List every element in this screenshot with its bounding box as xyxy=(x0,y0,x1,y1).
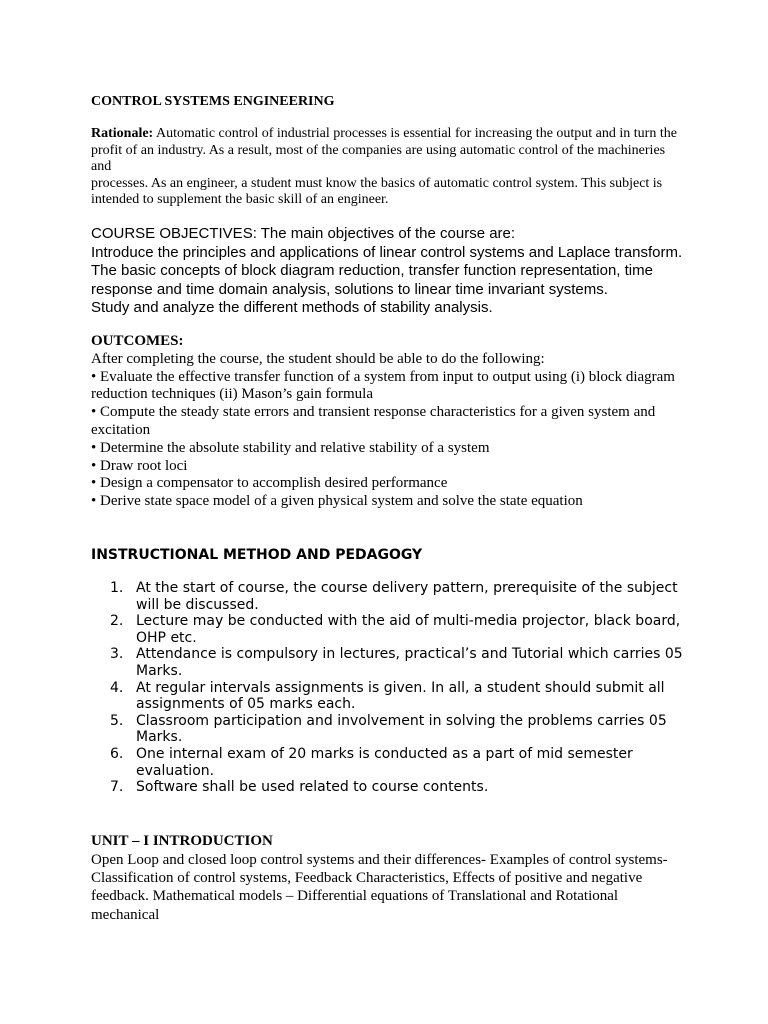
rationale-text-continued: processes. As an engineer, a student must know the basics of automatic control system. This subject is intended to supplement the basic skill of an engineer. xyxy=(91,175,663,207)
list-number: 1. xyxy=(110,580,124,596)
unit-1-body: Open Loop and closed loop control systems and their differences- Examples of control systems- Classification of control systems, Feedback Characteristics, Effects of positive and negative feedback. Mathematical models – Differential equations of Translational and Rotational mechanical xyxy=(91,852,668,923)
method-heading: INSTRUCTIONAL METHOD AND PEDAGOGY xyxy=(91,547,423,563)
list-item-text: Lecture may be conducted with the aid of multi-media projector, black board, OHP etc. xyxy=(136,613,681,646)
outcome-item: • Derive state space model of a given physical system and solve the state equation xyxy=(91,493,583,510)
list-number: 4. xyxy=(110,679,124,696)
list-item-text: Software shall be used related to course contents. xyxy=(136,779,489,796)
list-item xyxy=(91,680,691,713)
list-item-text: At the start of course, the course delivery pattern, prerequisite of the subject will be discussed. xyxy=(136,580,678,613)
list-number: 5. xyxy=(110,712,124,729)
list-item-text: Classroom participation and involvement in solving the problems carries 05 Marks. xyxy=(136,712,667,746)
list-item-text: At regular intervals assignments is given. In all, a student should submit all assignments of 05 marks each. xyxy=(136,679,665,713)
rationale-label: Rationale: xyxy=(91,126,154,141)
objective-item: Introduce the principles and applications of linear control systems and Laplace transform. xyxy=(91,243,683,261)
rationale-text: Automatic control of industrial processes is essential for increasing the output and in turn the profit of an industry. As a result, most of the companies are using automatic control of the machineries and xyxy=(91,126,677,174)
list-item xyxy=(91,646,691,679)
outcome-item: • Draw root loci xyxy=(91,457,188,474)
document-title: CONTROL SYSTEMS ENGINEERING xyxy=(91,94,335,109)
list-item xyxy=(91,613,691,646)
unit-1-heading: UNIT – I INTRODUCTION xyxy=(91,833,273,849)
outcome-item: • Compute the steady state errors and transient response characteristics for a given system and excitation xyxy=(91,404,656,438)
rationale-paragraph xyxy=(91,126,681,209)
outcome-item: • Determine the absolute stability and relative stability of a system xyxy=(91,439,490,456)
list-number: 7. xyxy=(110,779,124,796)
outcomes-intro: After completing the course, the student should be able to do the following: xyxy=(91,350,545,367)
list-item xyxy=(91,746,691,779)
outcome-item: • Evaluate the effective transfer function of a system from input to output using (i) block diagram reduction techniques (ii) Mason’s gain formula xyxy=(91,368,675,403)
list-number: 2. xyxy=(110,613,124,630)
course-outcomes xyxy=(91,333,691,511)
list-number: 3. xyxy=(110,646,124,663)
list-item xyxy=(91,779,691,796)
list-item xyxy=(91,580,691,613)
outcomes-heading: OUTCOMES: xyxy=(91,333,184,349)
course-objectives xyxy=(91,225,691,318)
objective-item: Study and analyze the different methods of stability analysis. xyxy=(91,299,493,316)
list-item-text: One internal exam of 20 marks is conducted as a part of mid semester evaluation. xyxy=(136,745,633,779)
method-list xyxy=(91,580,691,796)
list-number: 6. xyxy=(110,745,124,762)
outcome-item: • Design a compensator to accomplish desired performance xyxy=(91,475,448,492)
list-item xyxy=(91,713,691,746)
objective-item: The basic concepts of block diagram reduction, transfer function representation, time response and time domain analysis, solutions to linear time invariant systems. xyxy=(91,262,653,298)
list-item-text: Attendance is compulsory in lectures, practical’s and Tutorial which carries 05 Marks. xyxy=(136,646,683,679)
objectives-heading: COURSE OBJECTIVES: The main objectives of the course are: xyxy=(91,225,516,242)
